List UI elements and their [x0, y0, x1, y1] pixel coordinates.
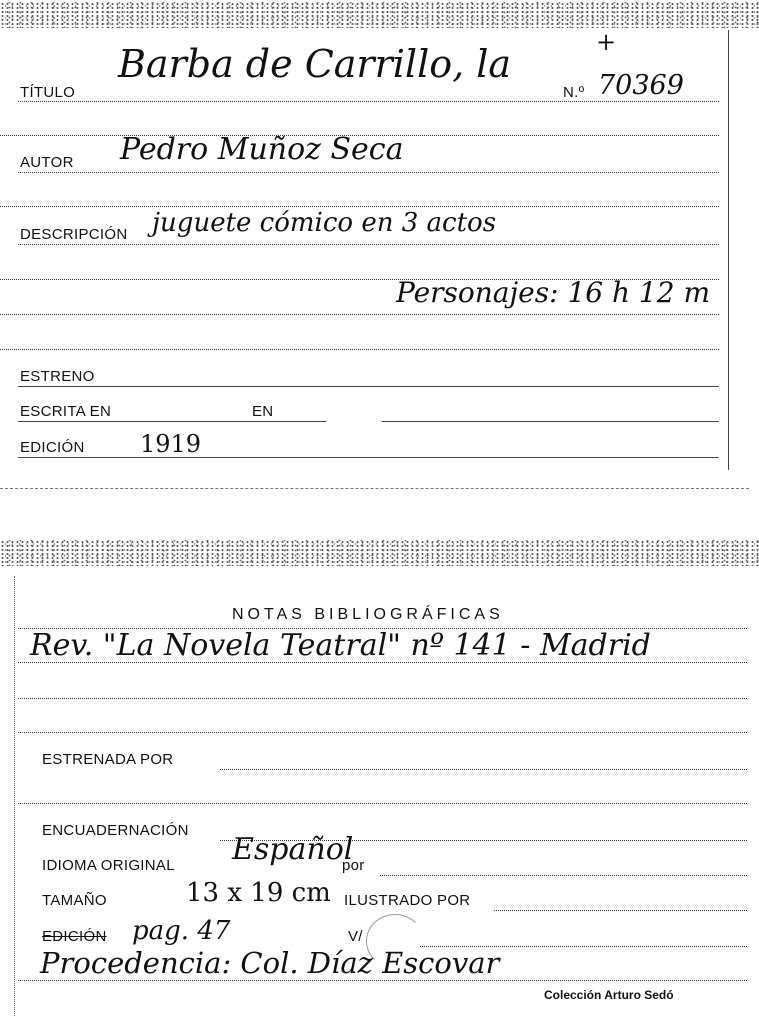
edicion-label: EDICIÓN	[20, 439, 85, 456]
line-8	[0, 349, 719, 350]
collection-stamp: Colección Arturo Sedó	[544, 988, 674, 1002]
edicion-line	[18, 457, 719, 458]
line-7	[0, 314, 719, 315]
estreno-label: ESTRENO	[20, 368, 95, 385]
descripcion-label: DESCRIPCIÓN	[20, 226, 128, 243]
card-bottom-edge	[0, 488, 749, 489]
encuadernacion-label: ENCUADERNACIÓN	[42, 822, 189, 839]
idioma-value: Español	[232, 832, 354, 867]
notes-line-3	[18, 698, 747, 699]
por-label: por	[342, 857, 365, 874]
edicion-value: 1919	[140, 430, 202, 458]
autor-value: Pedro Muñoz Seca	[120, 132, 404, 167]
idioma-line	[380, 875, 747, 876]
idioma-label: IDIOMA ORIGINAL	[42, 857, 175, 874]
tamano-label: TAMAÑO	[42, 892, 107, 909]
titulo-label: TÍTULO	[20, 84, 76, 101]
notes-line-2	[18, 662, 747, 663]
tamano-value: 13 x 19 cm	[186, 878, 331, 908]
estrenada-line	[220, 769, 747, 770]
autor-line	[18, 172, 719, 173]
paginas-value: pag. 47	[132, 916, 231, 946]
descripcion-value: juguete cómico en 3 actos	[152, 208, 497, 238]
v-label: V/	[348, 928, 363, 945]
punch-hole	[326, 392, 382, 442]
edicion-back-label: EDICIÓN	[42, 928, 107, 945]
notes-line-1	[18, 628, 747, 629]
ilustrado-line	[494, 910, 747, 911]
autor-label: AUTOR	[20, 154, 74, 171]
cross-mark: +	[596, 28, 617, 56]
notes-line-6	[18, 803, 747, 804]
estrenada-por-label: ESTRENADA POR	[42, 751, 174, 768]
card-top-edge-back	[0, 540, 759, 566]
estreno-line	[18, 386, 719, 387]
titulo-value: Barba de Carrillo, la	[118, 42, 512, 86]
notas-value: Rev. "La Novela Teatral" nº 141 - Madrid	[30, 628, 651, 663]
descripcion-line	[18, 244, 719, 245]
notas-heading: NOTAS BIBLIOGRÁFICAS	[232, 606, 504, 623]
en-label: EN	[252, 403, 274, 420]
catalog-card-back	[0, 536, 759, 1028]
personajes-note: Personajes: 16 h 12 m	[396, 276, 710, 309]
procedencia-value: Procedencia: Col. Díaz Escovar	[40, 946, 500, 980]
numero-label: N.º	[563, 84, 585, 101]
numero-value: 70369	[598, 70, 684, 101]
card-right-edge	[728, 30, 729, 470]
card-top-edge	[0, 2, 759, 28]
notes-line-4	[18, 732, 747, 733]
card-left-edge	[14, 576, 15, 1016]
escrita-en-label: ESCRITA EN	[20, 403, 112, 420]
line-4	[0, 206, 719, 207]
titulo-line	[18, 101, 719, 102]
procedencia-line	[18, 980, 747, 981]
ilustrado-por-label: ILUSTRADO POR	[344, 892, 471, 909]
catalog-card-front	[0, 0, 759, 492]
